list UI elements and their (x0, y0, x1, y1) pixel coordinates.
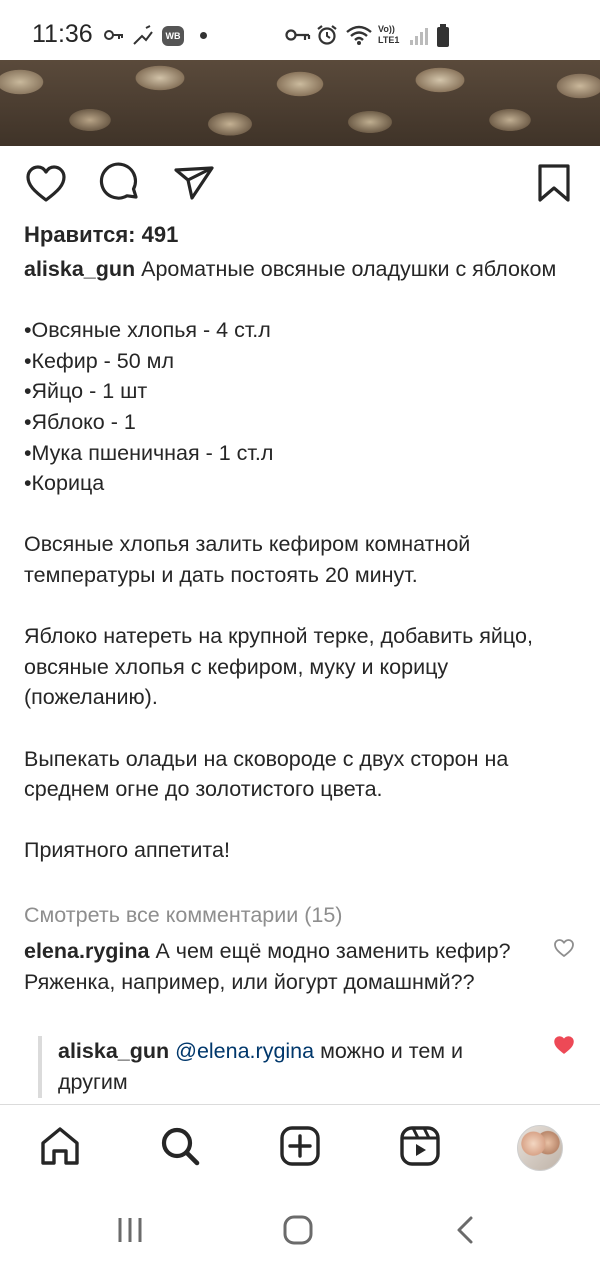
alarm-icon (316, 24, 338, 46)
lte-label: LTE1 (378, 35, 400, 45)
caption-author[interactable]: aliska_gun (24, 257, 136, 281)
reels-icon[interactable] (399, 1125, 441, 1167)
profile-avatar[interactable] (517, 1125, 563, 1171)
running-icon (132, 24, 154, 46)
recent-apps-icon[interactable] (112, 1212, 148, 1248)
reply-text: можно и тем и другим (58, 1039, 464, 1094)
save-icon[interactable] (532, 162, 576, 206)
like-icon[interactable] (24, 162, 68, 206)
new-post-icon[interactable] (279, 1125, 321, 1167)
comment-like-icon[interactable] (553, 938, 575, 958)
reply-item (58, 1036, 534, 1097)
comment-text: А чем ещё модно заменить кефир? Ряженка, например, или йогурт домашнмй?? (24, 939, 511, 994)
home-button-icon[interactable] (280, 1212, 316, 1248)
caption-text: Ароматные овсяные оладушки с яблоком •Овсяные хлопья - 4 ст.л •Кефир - 50 мл •Яйцо - 1 шт •Яблоко - 1 •Мука пшеничная - 1 ст.л •Корица Овсяные хлопья залить кефиром комнатной температуры и дать постоять 20 минут. Яблоко натереть на крупной терке, добавить яйцо, овсяные хлопья с кефиром, муку и корицу (пожеланию). Выпекать оладьи на сковороде с двух сторон на среднем огне до золотистого цвета. Приятного аппетита! (24, 257, 557, 863)
reply-mention[interactable]: @elena.rygina (175, 1039, 315, 1063)
wb-label: WB (165, 31, 181, 41)
post-image[interactable] (0, 60, 600, 146)
bottom-navigation (0, 1104, 600, 1191)
home-icon[interactable] (39, 1125, 81, 1167)
reply-thread-line (38, 1036, 42, 1098)
reply-liked-heart-icon[interactable] (553, 1035, 575, 1055)
post-caption (24, 254, 580, 866)
back-icon[interactable] (448, 1212, 484, 1248)
signal-icon (408, 26, 430, 46)
volte-label: Vo)) (378, 24, 395, 34)
system-navigation-bar (0, 1190, 600, 1266)
likes-count[interactable]: Нравится: 491 (24, 222, 179, 247)
wb-app-icon (162, 26, 184, 46)
wifi-icon (345, 24, 373, 46)
vpn-key-icon (285, 27, 311, 43)
dot-icon (200, 32, 207, 39)
comment-icon[interactable] (98, 162, 142, 206)
status-time: 11:36 (32, 20, 93, 48)
key-icon (104, 28, 124, 42)
reply-username[interactable]: aliska_gun (58, 1039, 170, 1063)
status-bar (0, 0, 600, 60)
share-icon[interactable] (172, 162, 216, 206)
comment-item (24, 936, 534, 997)
battery-icon (436, 24, 450, 48)
comment-username[interactable]: elena.rygina (24, 939, 150, 963)
view-all-comments-link[interactable]: Смотреть все комментарии (15) (24, 903, 343, 927)
search-icon[interactable] (159, 1125, 201, 1167)
volte-icon (378, 24, 408, 46)
